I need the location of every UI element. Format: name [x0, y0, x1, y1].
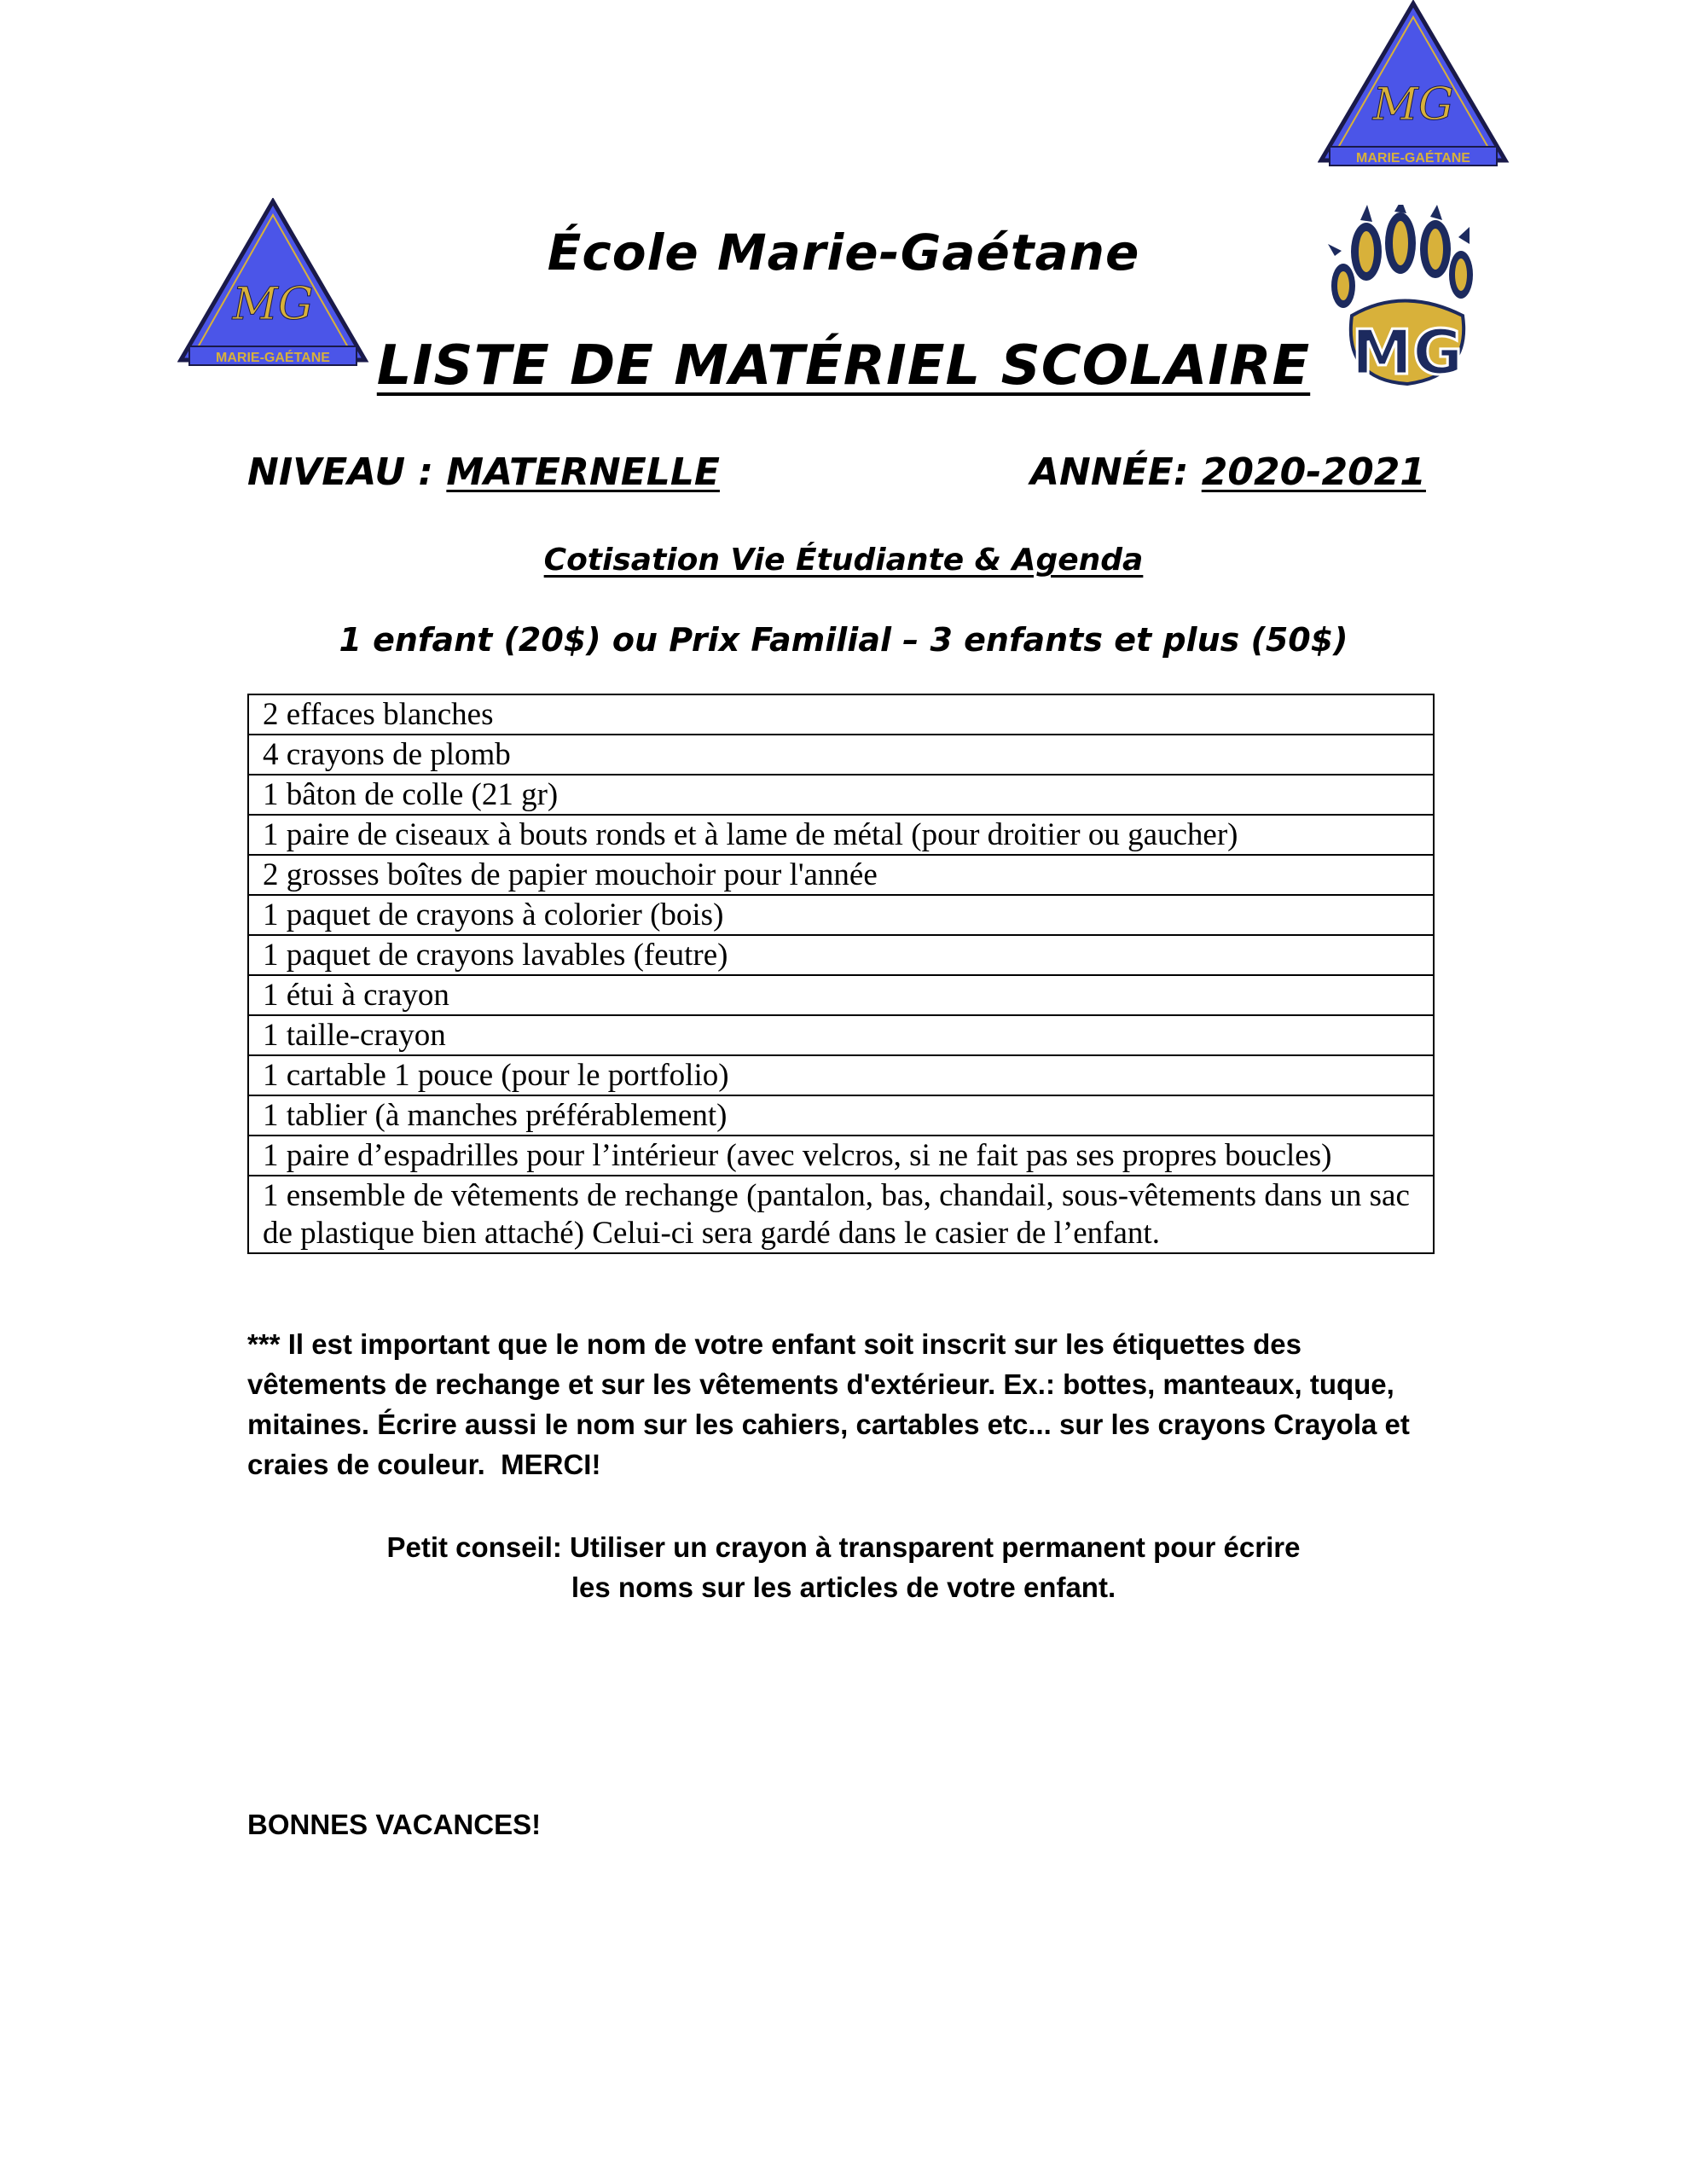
supply-item: 1 paire d’espadrilles pour l’intérieur (avec velcros, si ne fait pas ses propres boucles): [248, 1136, 1434, 1176]
name-labels-notice: [247, 1324, 1458, 1484]
paw-initials: MG: [1351, 317, 1464, 388]
niveau-line: [247, 450, 720, 494]
supply-item: 1 bâton de colle (21 gr): [248, 775, 1434, 815]
table-row: [248, 935, 1434, 975]
notice-line: *** Il est important que le nom de votre enfant soit inscrit sur les étiquettes des: [247, 1328, 1301, 1360]
supply-item: 1 ensemble de vêtements de rechange (pantalon, bas, chandail, sous-vêtements dans un sac de plastique bien attaché) Celui-ci sera gardé dans le casier de l’enfant.: [248, 1176, 1434, 1253]
table-row: [248, 694, 1434, 735]
table-row: [248, 775, 1434, 815]
annee-value: 2020-2021: [1201, 450, 1426, 494]
niveau-label: NIVEAU :: [247, 450, 447, 494]
notice-line: craies de couleur. MERCI!: [247, 1449, 601, 1480]
school-name: École Marie-Gaétane: [547, 224, 1140, 282]
table-row: [248, 1095, 1434, 1136]
tip-line: Petit conseil: Utiliser un crayon à transparent permanent pour écrire: [386, 1531, 1301, 1563]
supply-item: 1 paquet de crayons lavables (feutre): [248, 935, 1434, 975]
table-row: [248, 855, 1434, 895]
supply-item: 1 cartable 1 pouce (pour le portfolio): [248, 1055, 1434, 1095]
supply-item: 1 taille-crayon: [248, 1015, 1434, 1055]
supply-item: 4 crayons de plomb: [248, 735, 1434, 775]
annee-label: ANNÉE:: [1030, 450, 1202, 494]
table-row: [248, 895, 1434, 935]
supply-item: 1 tablier (à manches préférablement): [248, 1095, 1434, 1136]
table-row: [248, 975, 1434, 1015]
closing-text: BONNES VACANCES!: [247, 1809, 542, 1840]
supply-item: 1 étui à crayon: [248, 975, 1434, 1015]
school-logo-top-right: [1318, 0, 1510, 171]
niveau-value: MATERNELLE: [446, 450, 720, 494]
supply-item: 2 grosses boîtes de papier mouchoir pour l'année: [248, 855, 1434, 895]
table-row: [248, 735, 1434, 775]
table-row: [248, 1015, 1434, 1055]
logo-label: MARIE-GAÉTANE: [216, 351, 330, 365]
notice-line: mitaines. Écrire aussi le nom sur les cahiers, cartables etc... sur les crayons Crayola et: [247, 1409, 1410, 1440]
table-row: [248, 1055, 1434, 1095]
supply-item: 1 paquet de crayons à colorier (bois): [248, 895, 1434, 935]
table-row: [248, 815, 1434, 855]
logo-label: MARIE-GAÉTANE: [1356, 151, 1470, 166]
document-title: LISTE DE MATÉRIEL SCOLAIRE: [376, 334, 1311, 398]
supply-item: 2 effaces blanches: [248, 694, 1434, 735]
supply-list-table: [247, 694, 1435, 1254]
logo-initials: MG: [232, 279, 314, 330]
table-row: [248, 1136, 1434, 1176]
cotisation-title: Cotisation Vie Étudiante & Agenda: [543, 543, 1144, 578]
table-row: [248, 1176, 1434, 1253]
annee-line: [1030, 450, 1426, 494]
supply-item: 1 paire de ciseaux à bouts ronds et à lame de métal (pour droitier ou gaucher): [248, 815, 1434, 855]
tip-paragraph: [0, 1527, 1687, 1607]
logo-initials: MG: [1372, 79, 1454, 131]
notice-line: vêtements de rechange et sur les vêtements d'extérieur. Ex.: bottes, manteaux, tuque,: [247, 1368, 1394, 1400]
cotisation-price: 1 enfant (20$) ou Prix Familial – 3 enfants et plus (50$): [339, 621, 1348, 659]
tip-line: les noms sur les articles de votre enfant.: [571, 1571, 1116, 1603]
